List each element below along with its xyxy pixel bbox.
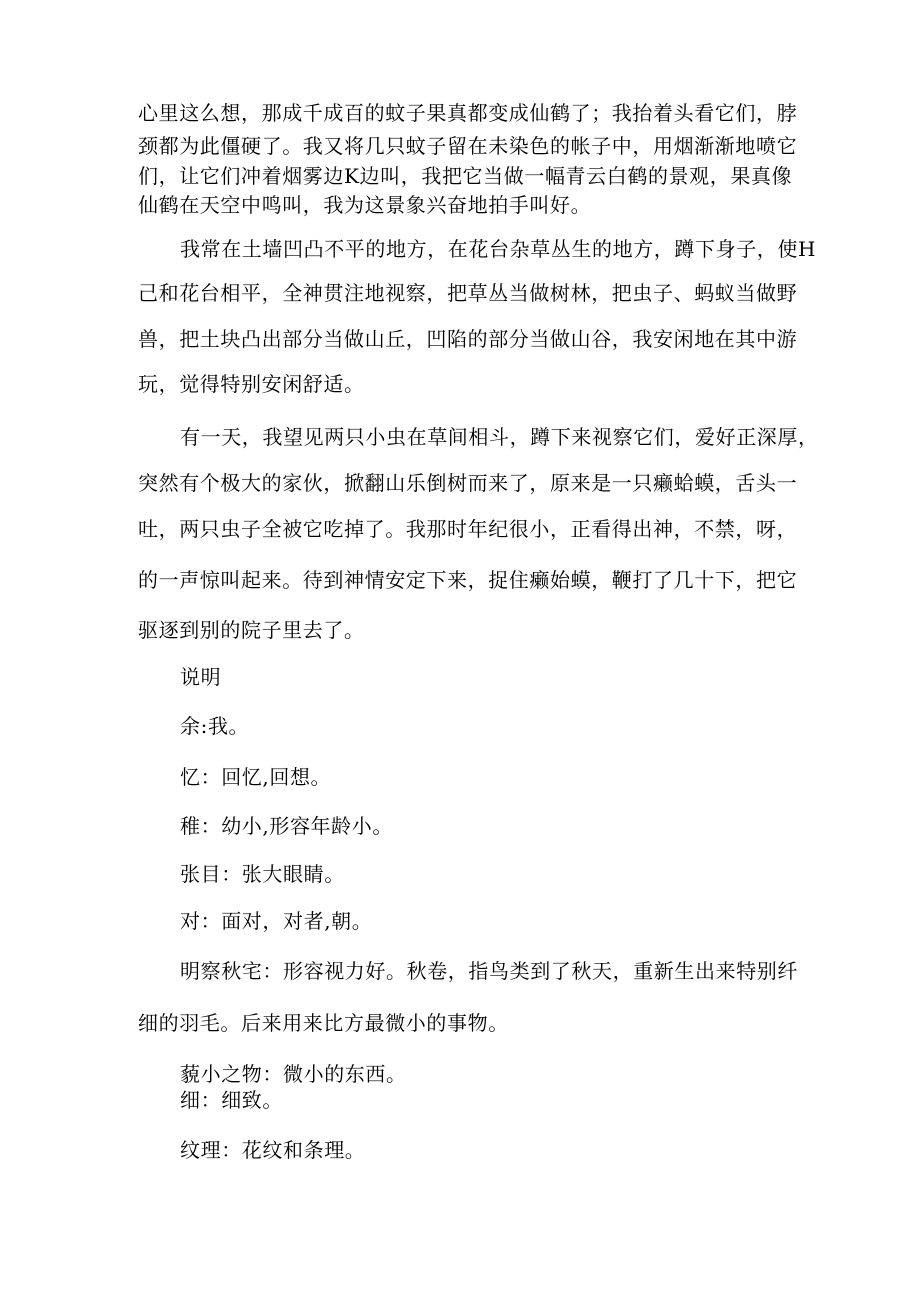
note-yi: 忆：回忆,回想。 xyxy=(180,765,332,789)
note-yu: 余:我。 xyxy=(180,714,250,738)
note-mingcha-line-1: 明察秋宅：形容视力好。秋卷，指鸟类到了秋天，重新生出来特别纤 xyxy=(180,959,798,983)
note-wenli: 纹理：花纹和条理。 xyxy=(180,1138,366,1162)
note-zhangmu: 张目：张大眼睛。 xyxy=(180,862,345,886)
note-zhi: 稚：幼小,形容年龄小。 xyxy=(180,814,393,838)
paragraph-1-line-4: 仙鹤在天空中鸣叫，我为这景象兴奋地拍手叫好。 xyxy=(138,193,592,217)
note-mingcha-line-2: 细的羽毛。后来用来比方最微小的事物。 xyxy=(138,1011,509,1035)
paragraph-2-line-1: 我常在土墙凹凸不平的地方，在花台杂草丛生的地方，蹲下身子，使H xyxy=(180,237,817,261)
paragraph-1-line-1: 心里这么想，那成千成百的蚊子果真都变成仙鹤了；我抬着头看它们，脖 xyxy=(138,101,798,125)
paragraph-3-line-1: 有一天，我望见两只小虫在草间相斗，蹲下来视察它们，爱好正深厚， xyxy=(180,425,819,449)
paragraph-1-line-2: 颈都为此僵硬了。我又将几只蚊子留在未染色的帐子中，用烟渐渐地喷它 xyxy=(138,134,798,158)
paragraph-3-line-5: 驱逐到别的院子里去了。 xyxy=(138,618,365,642)
note-miaoxiao: 藐小之物：微小的东西。 xyxy=(180,1062,407,1086)
paragraph-2-line-4: 玩，觉得特别安闲舒适。 xyxy=(138,372,365,396)
paragraph-3-line-3: 吐，两只虫子全被它吃掉了。我那时年纪很小，正看得出神，不禁，呀， xyxy=(138,517,798,541)
paragraph-3-line-4: 的一声惊叫起来。待到神情安定下来，捉住癞始蟆，鞭打了几十下，把它 xyxy=(138,568,798,592)
paragraph-2-line-2: 己和花台相平，全神贯注地视察，把草丛当做树林，把虫子、蚂蚁当做野 xyxy=(138,281,798,305)
note-xi: 细：细致。 xyxy=(180,1088,283,1112)
paragraph-2-line-3: 兽，把土块凸出部分当做山丘，凹陷的部分当做山谷，我安闲地在其中游 xyxy=(138,327,798,351)
notes-heading: 说明 xyxy=(180,665,222,689)
paragraph-1-line-3: 们，让它们冲着烟雾边K边叫，我把它当做一幅青云白鹤的景观，果真像 xyxy=(138,164,793,188)
note-dui: 对：面对，对者,朝。 xyxy=(180,909,373,933)
paragraph-3-line-2: 突然有个极大的家伙，掀翻山乐倒树而来了，原来是一只癞蛤蟆，舌头一 xyxy=(138,471,798,495)
